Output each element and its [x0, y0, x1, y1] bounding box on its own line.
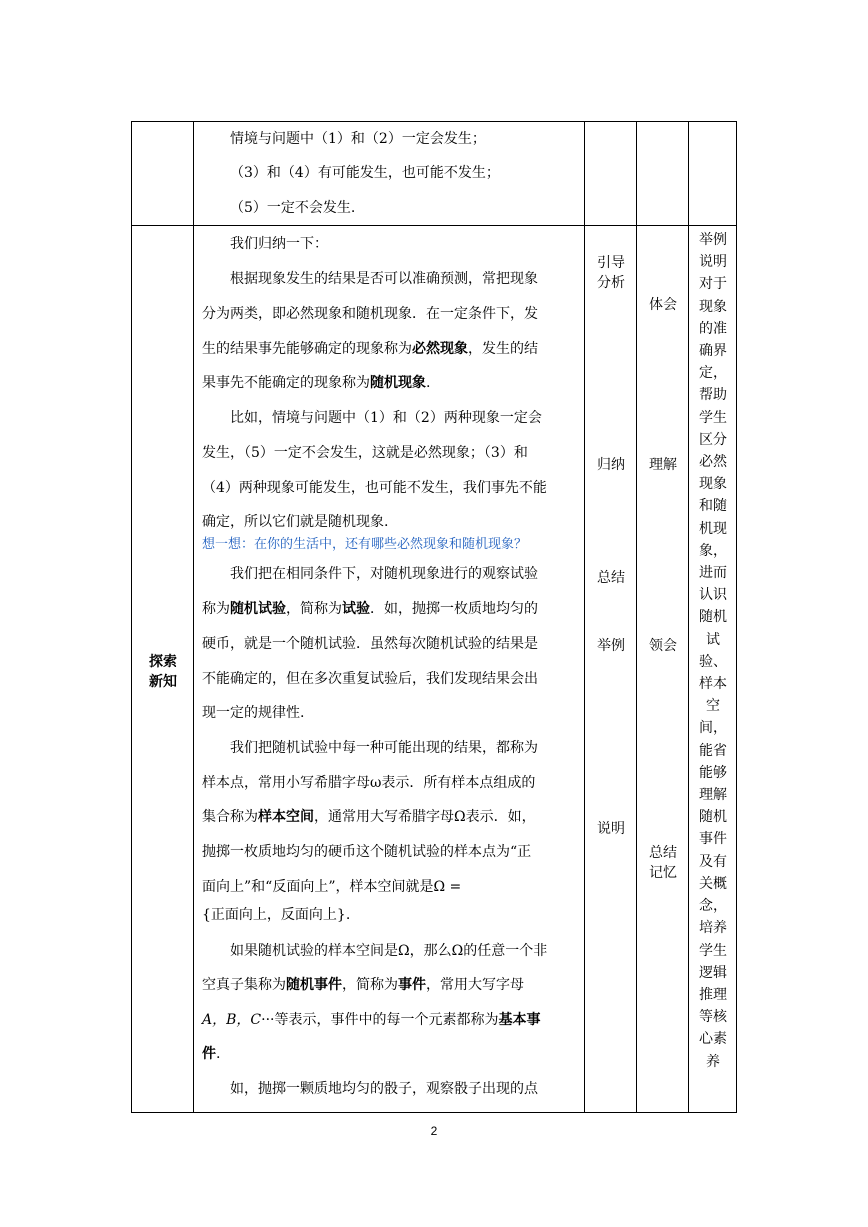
content-line: （4）两种现象可能发生，也可能不发生，我们事先不能: [202, 480, 547, 496]
text-span: 集合称为: [202, 809, 258, 825]
term-trial: 试验: [342, 601, 370, 617]
term-random-event: 随机事件: [286, 977, 342, 993]
design-purpose-line: 帮助: [699, 387, 727, 404]
design-purpose-line: 学生: [699, 409, 727, 426]
teacher-activity: [585, 253, 637, 293]
term-random-trial: 随机试验: [230, 601, 286, 617]
teacher-activity: 说明: [597, 821, 625, 837]
text-span: ，简称为: [286, 601, 342, 617]
design-purpose-line: 念，: [699, 898, 727, 915]
design-purpose-line: 推理: [699, 986, 727, 1003]
design-purpose-line: 认识: [699, 587, 727, 604]
content-line: 面向上”和“反面向上”，样本空间就是Ω =: [202, 879, 462, 895]
design-purpose-line: 及有: [699, 853, 727, 870]
design-purpose-line: 对于: [699, 276, 727, 293]
student-activity: 理解: [649, 457, 677, 473]
design-purpose-line: 象，: [699, 542, 727, 559]
design-purpose-line: 随机: [699, 609, 727, 626]
design-purpose-line: 的准: [699, 320, 727, 337]
content-line: 我们把随机试验中每一种可能出现的结果，都称为: [230, 740, 538, 756]
table-left-border: [131, 121, 132, 1113]
content-line: [202, 339, 538, 359]
content-line: [202, 807, 536, 827]
student-activity-text: 记忆: [649, 865, 677, 881]
text-span: ，简称为: [342, 977, 398, 993]
design-purpose-line: 机现: [699, 520, 727, 537]
content-line: 根据现象发生的结果是否可以准确预测，常把现象: [230, 271, 538, 287]
design-purpose-line: 和随: [699, 498, 727, 515]
col-divider: [193, 121, 194, 1113]
content-line: [202, 975, 524, 995]
design-purpose-line: 确界: [699, 343, 727, 360]
text-span: A，B，C: [202, 1012, 262, 1028]
design-purpose-line: 养: [706, 1053, 720, 1070]
design-purpose-line: 必然: [699, 454, 727, 471]
design-purpose-line: 举例: [699, 232, 727, 248]
section-label-line: 新知: [149, 674, 177, 690]
content-line: 比如，情境与问题中（1）和（2）两种现象一定会: [230, 410, 542, 426]
design-purpose-line: 理解: [699, 787, 727, 804]
content-line: 分为两类，即必然现象和随机现象．在一定条件下，发: [202, 306, 538, 322]
design-purpose-line: 区分: [699, 431, 727, 448]
design-purpose-line: 验、: [699, 653, 727, 670]
content-line: [202, 373, 430, 393]
design-purpose-line: 间，: [699, 720, 727, 737]
table-bottom-border: [131, 1112, 737, 1113]
text-span: ，发生的结: [468, 341, 538, 357]
col-divider: [688, 121, 689, 1113]
design-purpose-line: 关概: [699, 875, 727, 892]
teacher-activity: 举例: [597, 638, 625, 654]
section-label: [132, 652, 194, 692]
text-span: 果事先不能确定的现象称为: [202, 375, 370, 391]
content-line: 不能确定的，但在多次重复试验后，我们发现结果会出: [202, 671, 538, 687]
text-span: ，通常用大写希腊字母Ω表示．如，: [314, 809, 536, 825]
term-random: 随机现象: [370, 375, 426, 391]
text-span: .: [216, 1046, 221, 1062]
term-necessary: 必然现象: [412, 341, 468, 357]
student-activity: 体会: [649, 297, 677, 313]
student-activity: 领会: [649, 638, 677, 654]
design-purpose-line: 现象: [699, 476, 727, 493]
content-line: 样本点，常用小写希腊字母ω表示．所有样本点组成的: [202, 775, 536, 791]
teacher-activity-text: 引导: [597, 255, 625, 271]
design-purpose-line: 样本: [699, 676, 727, 693]
term-event: 事件: [398, 977, 426, 993]
design-purpose-line: 心素: [699, 1031, 727, 1048]
content-line: 我们把在相同条件下，对随机现象进行的观察试验: [230, 566, 538, 582]
term-sample-space: 样本空间: [258, 809, 314, 825]
term-basic-event: 基本事: [498, 1012, 541, 1028]
design-purpose-line: 培养: [699, 920, 727, 937]
text-span: 称为: [202, 601, 230, 617]
design-purpose-line: 逻辑: [699, 964, 727, 981]
table-top-border: [131, 121, 737, 122]
teacher-activity: 总结: [597, 570, 625, 586]
row1-line: 情境与问题中（1）和（2）一定会发生；: [230, 131, 486, 147]
text-span: ，常用大写字母: [426, 977, 524, 993]
text-span: .: [426, 375, 431, 391]
design-purpose-line: 学生: [699, 942, 727, 959]
term-basic-event: 件: [202, 1046, 216, 1062]
section-label-line: 探索: [149, 654, 177, 670]
design-purpose-line: 进而: [699, 565, 727, 582]
content-line: 我们归纳一下：: [230, 236, 328, 252]
design-purpose-line: 空: [706, 698, 720, 715]
design-purpose-line: 定，: [699, 365, 727, 382]
design-purpose-line: 现象: [699, 298, 727, 315]
content-line: [202, 1010, 540, 1030]
design-purpose-line: 随机: [699, 809, 727, 826]
row1-line: （5）一定不会发生.: [230, 200, 356, 216]
content-line: 如，抛掷一颗质地均匀的骰子，观察骰子出现的点: [230, 1081, 538, 1097]
content-line: [202, 599, 538, 619]
content-line: 现一定的规律性.: [202, 705, 305, 721]
content-line: {正面向上，反面向上}.: [202, 907, 351, 923]
think-prompt: 想一想：在你的生活中，还有哪些必然现象和随机现象？: [202, 537, 528, 552]
design-purpose-line: 说明: [699, 254, 727, 271]
content-line: 发生，（5）一定不会发生，这就是必然现象；（3）和: [202, 445, 528, 461]
design-purpose-line: 能够: [699, 764, 727, 781]
row1-line: （3）和（4）有可能发生，也可能不发生；: [230, 165, 500, 181]
content-line: 硬币，就是一个随机试验．虽然每次随机试验的结果是: [202, 636, 538, 652]
content-line: 抛掷一枚质地均匀的硬币这个随机试验的样本点为“正: [202, 844, 532, 860]
page-number: 2: [430, 1124, 438, 1138]
content-line: 如果随机试验的样本空间是Ω，那么Ω的任意一个非: [230, 943, 548, 959]
design-purpose-line: 试: [706, 631, 720, 648]
design-purpose-line: 能省: [699, 742, 727, 759]
design-purpose-line: 事件: [699, 831, 727, 848]
text-span: ···等表示，事件中的每一个元素都称为: [261, 1012, 499, 1028]
design-purpose-line: 等核: [699, 1009, 727, 1026]
text-span: 生的结果事先能够确定的现象称为: [202, 341, 412, 357]
table-right-border: [736, 121, 737, 1113]
teacher-activity-text: 分析: [597, 275, 625, 291]
student-activity: [637, 843, 689, 883]
design-purpose: [690, 229, 736, 1073]
teacher-activity: 归纳: [597, 457, 625, 473]
content-line: [202, 1044, 220, 1064]
text-span: ．如，抛掷一枚质地均匀的: [370, 601, 538, 617]
content-line: 确定，所以它们就是随机现象.: [202, 514, 389, 530]
student-activity-text: 总结: [649, 845, 677, 861]
text-span: 空真子集称为: [202, 977, 286, 993]
row-divider: [131, 225, 737, 226]
